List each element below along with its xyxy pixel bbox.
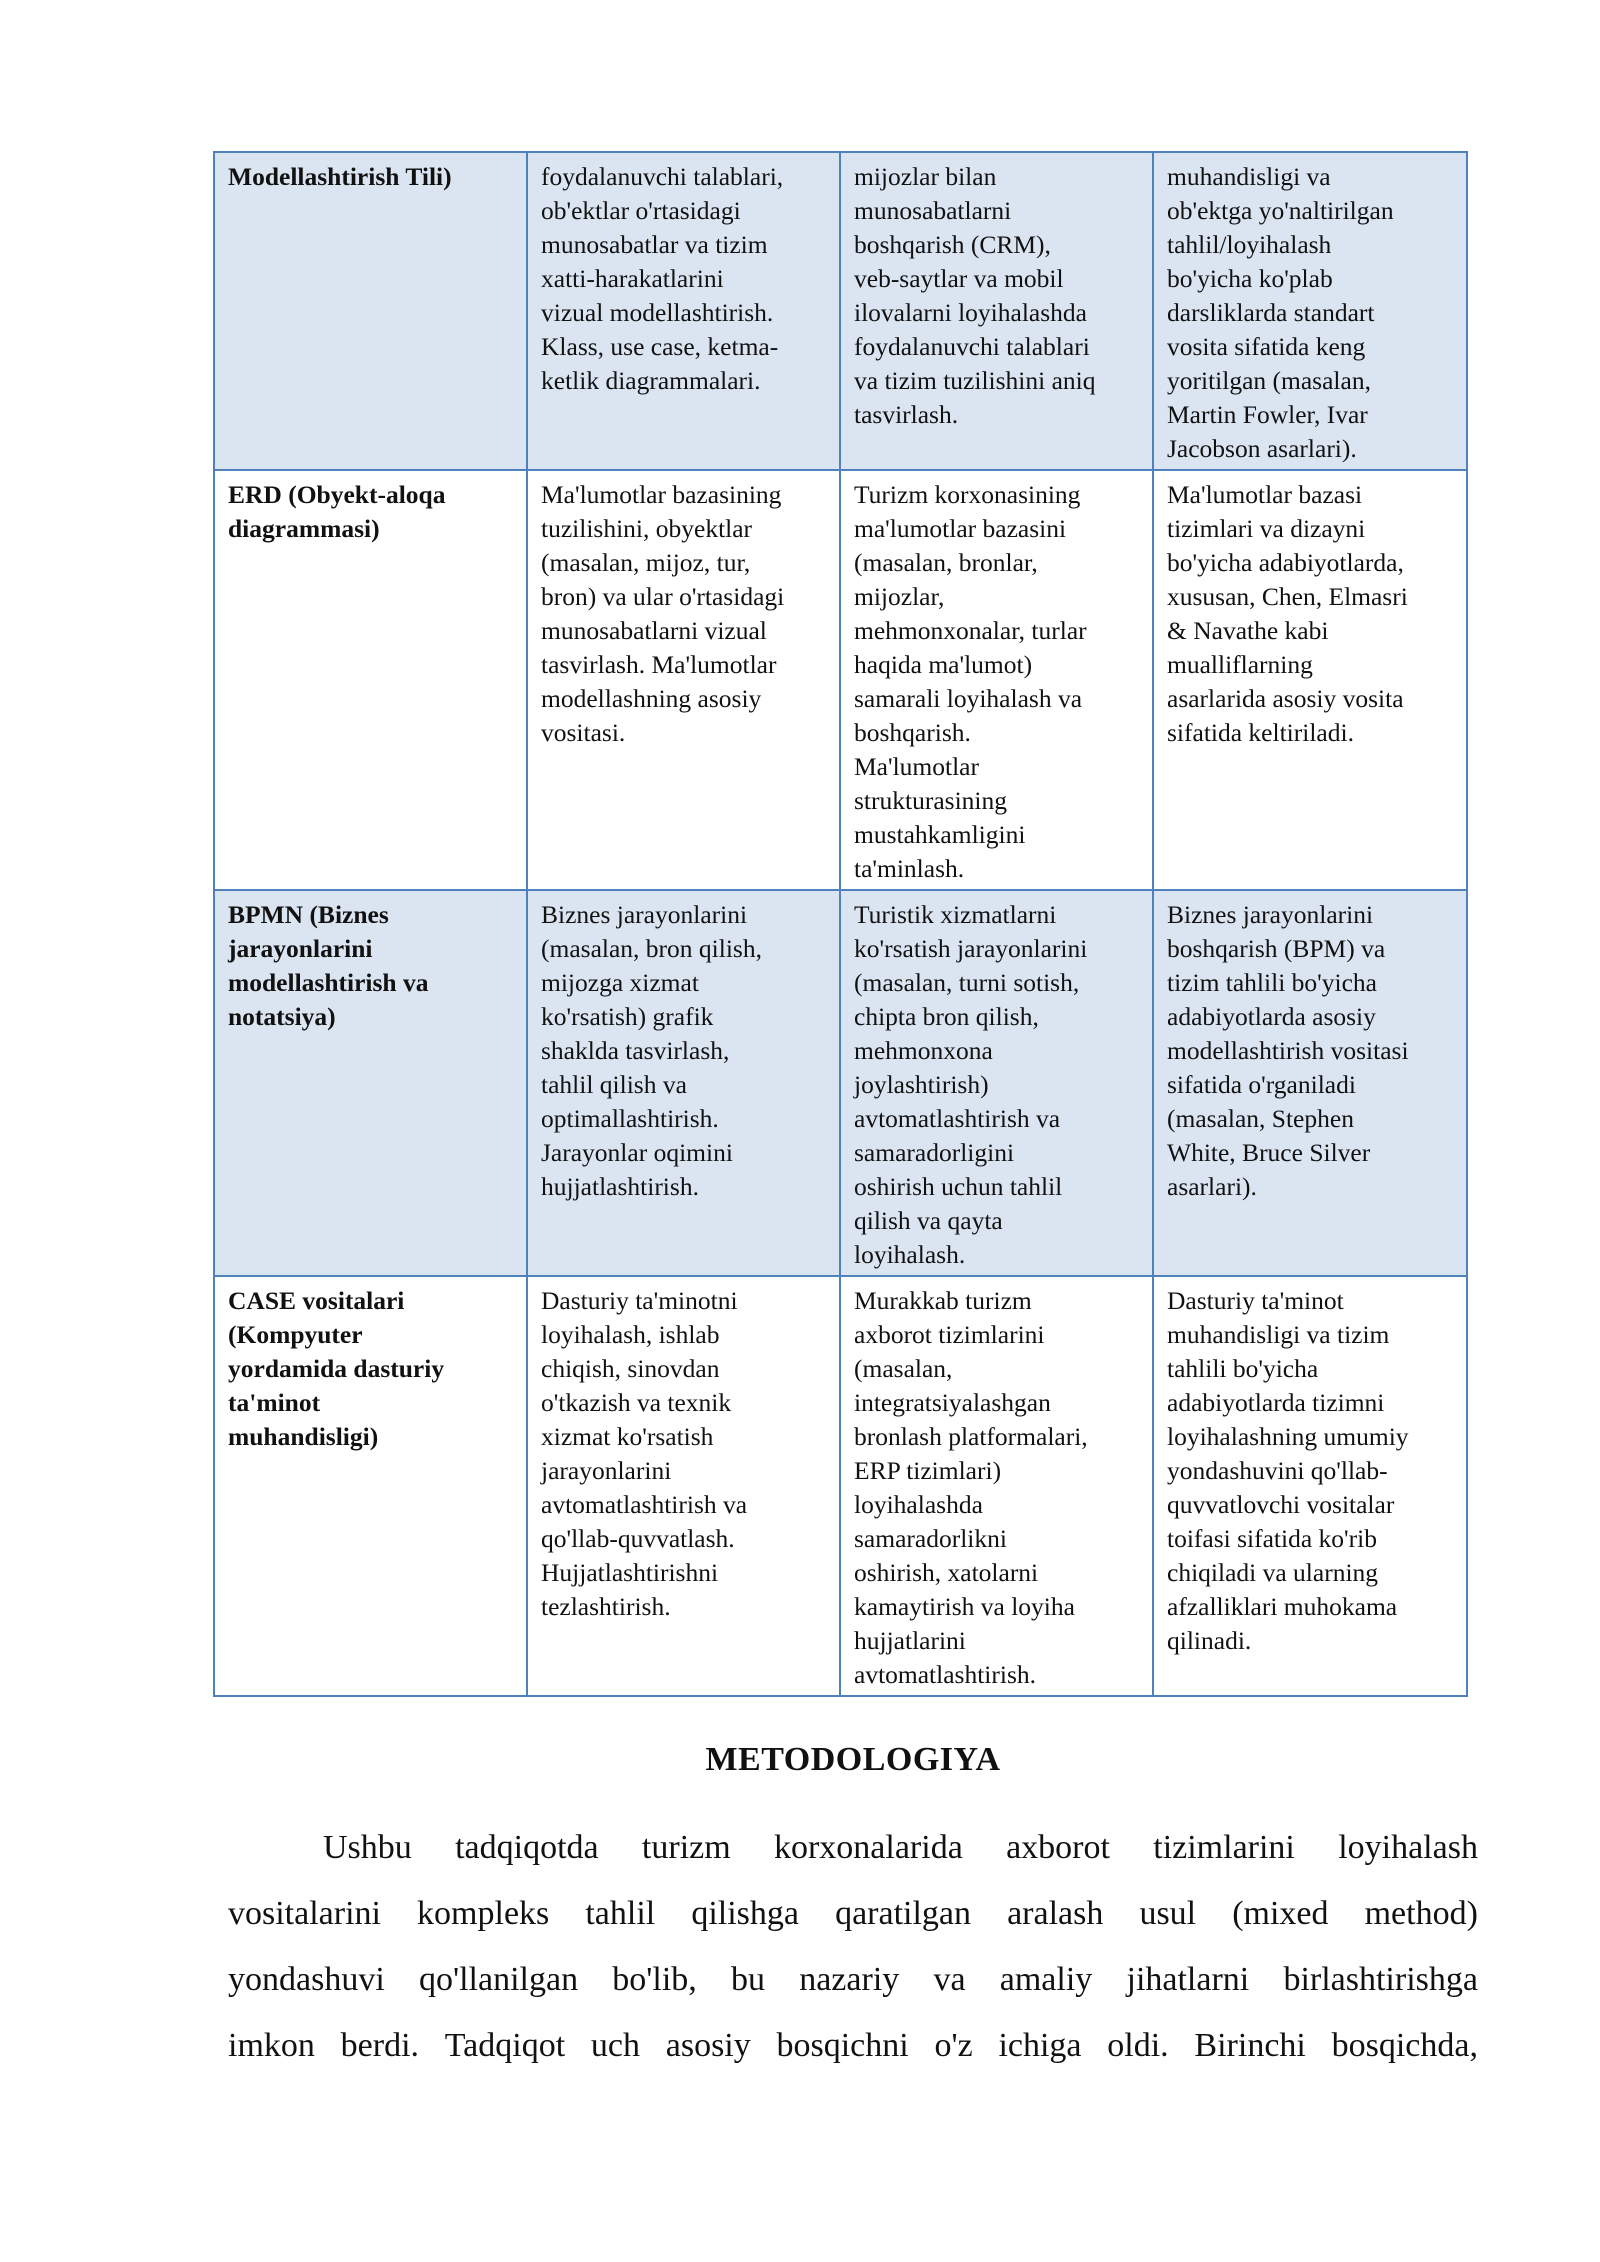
cell-text-line: ketlik diagrammalari.: [541, 366, 761, 395]
cell-text-line: (masalan,: [854, 1354, 953, 1383]
cell-text-line: haqida ma'lumot): [854, 650, 1033, 679]
paragraph-word: aralash: [1007, 1895, 1104, 1932]
cell-text-line: modellashning asosiy: [541, 684, 762, 713]
cell-text-line: ta'minlash.: [854, 854, 965, 883]
paragraph-word: Ushbu: [323, 1829, 412, 1866]
cell-text-line: CASE vositalari: [228, 1286, 405, 1315]
paragraph-word: qaratilgan: [835, 1895, 971, 1932]
paragraph-word: axborot: [1006, 1829, 1110, 1866]
paragraph-word: qo'llanilgan: [418, 1961, 579, 1998]
cell-text-line: (Kompyuter: [228, 1320, 363, 1349]
paragraph-word: va: [933, 1961, 966, 1998]
cell-text-line: foydalanuvchi talablari,: [541, 162, 784, 191]
cell-text-line: chiqish, sinovdan: [541, 1354, 720, 1383]
cell-text-line: va tizim tuzilishini aniq: [854, 366, 1096, 395]
cell-text-line: Ma'lumotlar bazasining: [541, 480, 782, 509]
cell-text-line: tahlil qilish va: [541, 1070, 687, 1099]
cell-text-line: qilish va qayta: [854, 1206, 1003, 1235]
cell-text-line: bo'yicha adabiyotlarda,: [1167, 548, 1404, 577]
cell-text-line: tezlashtirish.: [541, 1592, 671, 1621]
cell-text-line: munosabatlarni: [854, 196, 1012, 225]
cell-text-line: mijozga xizmat: [541, 968, 699, 997]
cell-text-line: ob'ektlar o'rtasidagi: [541, 196, 741, 225]
paragraph-word: tahlil: [585, 1895, 656, 1932]
section-heading: METODOLOGIYA: [705, 1741, 1001, 1778]
cell-text-line: sifatida keltiriladi.: [1167, 718, 1354, 747]
paragraph-word: bo'lib,: [612, 1961, 697, 1998]
cell-text-line: ma'lumotlar bazasini: [854, 514, 1067, 543]
cell-text-line: (masalan, Stephen: [1167, 1104, 1354, 1133]
cell-text-line: Murakkab turizm: [854, 1286, 1032, 1315]
cell-text-line: & Navathe kabi: [1167, 616, 1329, 645]
cell-text-line: yondashuvini qo'llab-: [1167, 1456, 1388, 1485]
cell-text-line: strukturasining: [854, 786, 1007, 815]
cell-text-line: muhandisligi va: [1167, 162, 1331, 191]
cell-text-line: toifasi sifatida ko'rib: [1167, 1524, 1377, 1553]
cell-text-line: (masalan, turni sotish,: [854, 968, 1080, 997]
paragraph-word: jihatlarni: [1126, 1961, 1250, 1998]
paragraph-word: tadqiqotda: [455, 1829, 599, 1866]
paragraph-word: bosqichni: [776, 2027, 909, 2064]
cell-text-line: jarayonlarini: [541, 1456, 672, 1485]
cell-text-line: shaklda tasvirlash,: [541, 1036, 730, 1065]
cell-text-line: munosabatlar va tizim: [541, 230, 768, 259]
cell-text-line: o'tkazish va texnik: [541, 1388, 732, 1417]
paragraph-word: qilishga: [691, 1895, 799, 1932]
paragraph-line: [228, 2013, 1478, 2079]
tool-name-cell: [214, 470, 527, 890]
cell-text-line: Modellashtirish Tili): [228, 162, 452, 191]
cell-text-line: qo'llab-quvvatlash.: [541, 1524, 735, 1553]
cell-text-line: loyihalash.: [854, 1240, 966, 1269]
paragraph-word: Tadqiqot: [444, 2027, 566, 2064]
cell-text-line: oshirish uchun tahlil: [854, 1172, 1063, 1201]
cell-text-line: Ma'lumotlar: [854, 752, 979, 781]
cell-text-line: joylashtirish): [854, 1070, 989, 1099]
cell-text-line: vosita sifatida keng: [1167, 332, 1366, 361]
cell-text-line: avtomatlashtirish va: [541, 1490, 748, 1519]
cell-text-line: Turizm korxonasining: [854, 480, 1081, 509]
cell-text-line: tasvirlash. Ma'lumotlar: [541, 650, 777, 679]
cell-text-line: xatti-harakatlarini: [541, 264, 724, 293]
cell-text-line: Biznes jarayonlarini: [541, 900, 748, 929]
cell-text-line: (masalan, bronlar,: [854, 548, 1038, 577]
cell-text-line: afzalliklari muhokama: [1167, 1592, 1398, 1621]
tourism-application-cell: [840, 890, 1153, 1276]
cell-text-line: muhandisligi): [228, 1422, 379, 1451]
cell-text-line: Martin Fowler, Ivar: [1167, 400, 1368, 429]
cell-text-line: ob'ektga yo'naltirilgan: [1167, 196, 1394, 225]
cell-text-line: vositasi.: [541, 718, 626, 747]
paragraph-word: yondashuvi: [228, 1961, 385, 1998]
paragraph-word: imkon: [228, 2027, 315, 2064]
cell-text-line: optimallashtirish.: [541, 1104, 719, 1133]
cell-text-line: xususan, Chen, Elmasri: [1167, 582, 1408, 611]
paragraph-word: asosiy: [665, 2027, 751, 2064]
tool-name-cell: [214, 890, 527, 1276]
cell-text-line: tasvirlash.: [854, 400, 959, 429]
cell-text-line: ta'minot: [228, 1388, 321, 1417]
tool-name-cell: [214, 152, 527, 470]
cell-text-line: quvvatlovchi vositalar: [1167, 1490, 1395, 1519]
literature-cell: [1153, 1276, 1467, 1696]
description-cell: [527, 890, 840, 1276]
paragraph-line: [228, 1815, 1478, 1881]
cell-text-line: (masalan, bron qilish,: [541, 934, 762, 963]
cell-text-line: bo'yicha ko'plab: [1167, 264, 1333, 293]
paragraph-word: o'z: [934, 2027, 973, 2064]
cell-text-line: avtomatlashtirish va: [854, 1104, 1061, 1133]
cell-text-line: Turistik xizmatlarni: [854, 900, 1057, 929]
cell-text-line: tizim tahlili bo'yicha: [1167, 968, 1377, 997]
cell-text-line: Jarayonlar oqimini: [541, 1138, 733, 1167]
cell-text-line: boshqarish (BPM) va: [1167, 934, 1386, 963]
cell-text-line: Biznes jarayonlarini: [1167, 900, 1374, 929]
cell-text-line: diagrammasi): [228, 514, 380, 543]
cell-text-line: qilinadi.: [1167, 1626, 1252, 1655]
cell-text-line: tuzilishini, obyektlar: [541, 514, 753, 543]
cell-text-line: Klass, use case, ketma-: [541, 332, 779, 361]
cell-text-line: ko'rsatish) grafik: [541, 1002, 714, 1031]
paragraph-word: korxonalarida: [773, 1829, 963, 1866]
cell-text-line: oshirish, xatolarni: [854, 1558, 1039, 1587]
paragraph-word: Birinchi: [1194, 2027, 1306, 2064]
cell-text-line: integratsiyalashgan: [854, 1388, 1051, 1417]
cell-text-line: jarayonlarini: [228, 934, 373, 963]
body-paragraph: [228, 1815, 1478, 2079]
cell-text-line: Jacobson asarlari).: [1167, 434, 1357, 463]
cell-text-line: vizual modellashtirish.: [541, 298, 774, 327]
paragraph-word: usul: [1139, 1895, 1197, 1932]
literature-cell: [1153, 890, 1467, 1276]
cell-text-line: ko'rsatish jarayonlarini: [854, 934, 1088, 963]
paragraph-word: loyihalash: [1338, 1829, 1478, 1866]
paragraph-line: [228, 1947, 1478, 2013]
table-row: [214, 1276, 1467, 1696]
cell-text-line: mualliflarning: [1167, 650, 1313, 679]
literature-cell: [1153, 470, 1467, 890]
description-cell: [527, 470, 840, 890]
cell-text-line: notatsiya): [228, 1002, 336, 1031]
cell-text-line: avtomatlashtirish.: [854, 1660, 1037, 1689]
cell-text-line: asarlari).: [1167, 1172, 1257, 1201]
cell-text-line: bron) va ular o'rtasidagi: [541, 582, 785, 611]
description-cell: [527, 1276, 840, 1696]
description-cell: [527, 152, 840, 470]
cell-text-line: ilovalarni loyihalashda: [854, 298, 1087, 327]
cell-text-line: modellashtirish vositasi: [1167, 1036, 1409, 1065]
cell-text-line: BPMN (Biznes: [228, 900, 389, 929]
cell-text-line: samaradorligini: [854, 1138, 1015, 1167]
cell-text-line: samaradorlikni: [854, 1524, 1007, 1553]
cell-text-line: mijozlar,: [854, 582, 945, 611]
cell-text-line: asarlarida asosiy vosita: [1167, 684, 1404, 713]
table-row: [214, 152, 1467, 470]
cell-text-line: tahlil/loyihalash: [1167, 230, 1332, 259]
cell-text-line: loyihalash, ishlab: [541, 1320, 720, 1349]
tourism-application-cell: [840, 1276, 1153, 1696]
cell-text-line: adabiyotlarda asosiy: [1167, 1002, 1376, 1031]
cell-text-line: munosabatlarni vizual: [541, 616, 767, 645]
paragraph-word: bu: [731, 1961, 766, 1998]
cell-text-line: Dasturiy ta'minot: [1167, 1286, 1344, 1315]
cell-text-line: Hujjatlashtirishni: [541, 1558, 719, 1587]
cell-text-line: samarali loyihalash va: [854, 684, 1083, 713]
cell-text-line: adabiyotlarda tizimni: [1167, 1388, 1385, 1417]
cell-text-line: foydalanuvchi talablari: [854, 332, 1090, 361]
cell-text-line: modellashtirish va: [228, 968, 429, 997]
cell-text-line: kamaytirish va loyiha: [854, 1592, 1075, 1621]
cell-text-line: tahlili bo'yicha: [1167, 1354, 1319, 1383]
paragraph-word: ichiga: [998, 2027, 1082, 2064]
cell-text-line: chipta bron qilish,: [854, 1002, 1039, 1031]
design-tools-table: [213, 151, 1468, 1697]
paragraph-word: (mixed: [1232, 1895, 1329, 1932]
cell-text-line: Ma'lumotlar bazasi: [1167, 480, 1363, 509]
cell-text-line: ERD (Obyekt-aloqa: [228, 480, 446, 509]
paragraph-word: bosqichda,: [1331, 2027, 1478, 2064]
cell-text-line: mustahkamligini: [854, 820, 1026, 849]
paragraph-word: vositalarini: [228, 1895, 381, 1932]
cell-text-line: sifatida o'rganiladi: [1167, 1070, 1356, 1099]
cell-text-line: xizmat ko'rsatish: [541, 1422, 714, 1451]
paragraph-word: berdi.: [340, 2027, 420, 2064]
tool-name-cell: [214, 1276, 527, 1696]
cell-text-line: hujjatlashtirish.: [541, 1172, 699, 1201]
cell-text-line: veb-saytlar va mobil: [854, 264, 1064, 293]
cell-text-line: darsliklarda standart: [1167, 298, 1375, 327]
cell-text-line: mehmonxona: [854, 1036, 993, 1065]
paragraph-word: nazariy: [799, 1961, 900, 1998]
cell-text-line: boshqarish (CRM),: [854, 230, 1051, 259]
cell-text-line: bronlash platformalari,: [854, 1422, 1088, 1451]
paragraph-word: oldi.: [1107, 2027, 1169, 2064]
paragraph-word: kompleks: [417, 1895, 550, 1932]
table-body: [214, 152, 1467, 1696]
cell-text-line: axborot tizimlarini: [854, 1320, 1045, 1349]
paragraph-word: amaliy: [999, 1961, 1093, 1998]
cell-text-line: (masalan, mijoz, tur,: [541, 548, 751, 577]
table-row: [214, 890, 1467, 1276]
cell-text-line: loyihalashning umumiy: [1167, 1422, 1409, 1451]
paragraph-word: tizimlarini: [1153, 1829, 1295, 1866]
cell-text-line: hujjatlarini: [854, 1626, 966, 1655]
paragraph-line: [228, 1881, 1478, 1947]
paragraph-word: birlashtirishga: [1283, 1961, 1478, 1998]
cell-text-line: boshqarish.: [854, 718, 971, 747]
cell-text-line: White, Bruce Silver: [1167, 1138, 1371, 1167]
paragraph-word: turizm: [641, 1829, 731, 1866]
cell-text-line: yordamida dasturiy: [228, 1354, 445, 1383]
cell-text-line: loyihalashda: [854, 1490, 983, 1519]
cell-text-line: yoritilgan (masalan,: [1167, 366, 1371, 395]
paragraph-word: method): [1364, 1895, 1478, 1932]
paragraph-word: uch: [590, 2027, 640, 2064]
cell-text-line: mehmonxonalar, turlar: [854, 616, 1087, 645]
cell-text-line: ERP tizimlari): [854, 1456, 1002, 1485]
literature-cell: [1153, 152, 1467, 470]
cell-text-line: mijozlar bilan: [854, 162, 997, 191]
cell-text-line: tizimlari va dizayni: [1167, 514, 1366, 543]
cell-text-line: Dasturiy ta'minotni: [541, 1286, 738, 1315]
table-row: [214, 470, 1467, 890]
tourism-application-cell: [840, 152, 1153, 470]
tourism-application-cell: [840, 470, 1153, 890]
cell-text-line: muhandisligi va tizim: [1167, 1320, 1390, 1349]
cell-text-line: chiqiladi va ularning: [1167, 1558, 1379, 1587]
